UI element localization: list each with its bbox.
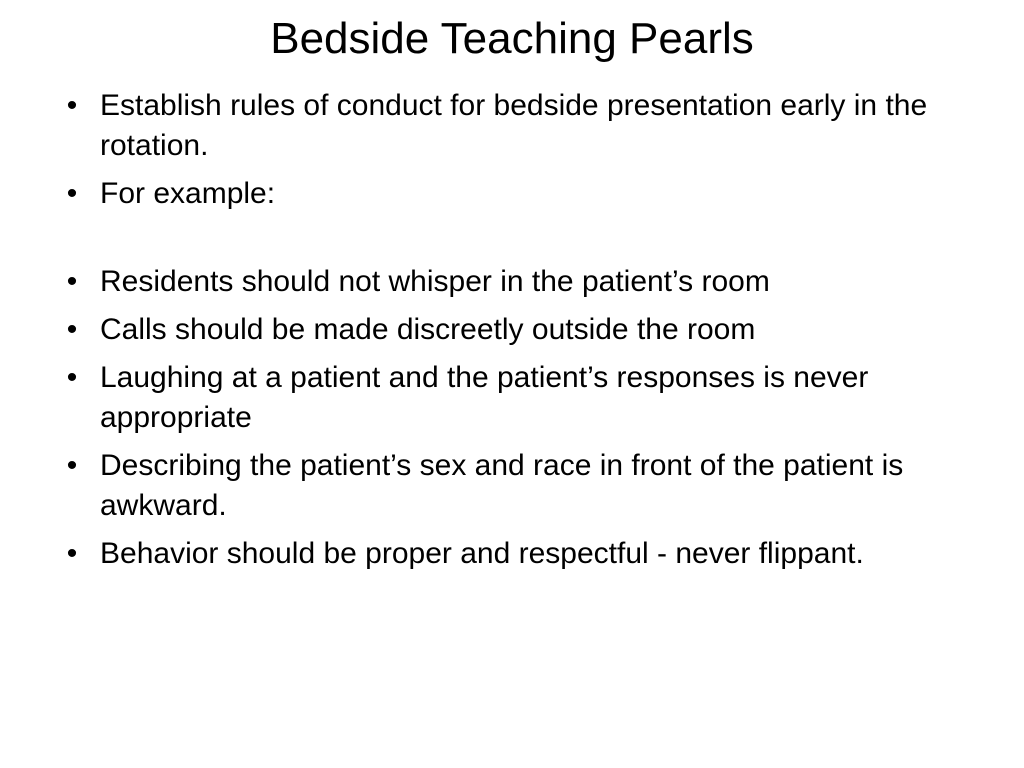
slide-title: Bedside Teaching Pearls xyxy=(270,14,754,63)
bullet-icon: • xyxy=(66,361,78,394)
bullet-text: For example: xyxy=(100,177,276,210)
bullet-text: Laughing at a patient and the patient’s responses is never appropriate xyxy=(100,361,869,434)
bullet-icon: • xyxy=(66,265,78,298)
bullet-icon: • xyxy=(66,313,78,346)
bullet-text: Behavior should be proper and respectful - never flippant. xyxy=(100,537,864,570)
bullet-item-whisper xyxy=(58,262,978,302)
bullet-text: Describing the patient’s sex and race in front of the patient is awkward. xyxy=(100,449,904,522)
bullet-item-describing xyxy=(58,446,978,526)
bullet-list xyxy=(58,86,978,582)
bullet-item-laughing xyxy=(58,358,978,438)
bullet-item-behavior xyxy=(58,534,978,574)
bullet-icon: • xyxy=(66,449,78,482)
bullet-item-calls xyxy=(58,310,978,350)
bullet-text: Calls should be made discreetly outside the room xyxy=(100,313,756,346)
bullet-item-rules xyxy=(58,86,978,166)
bullet-icon: • xyxy=(66,177,78,210)
bullet-text: Residents should not whisper in the patient’s room xyxy=(100,265,770,298)
bullet-icon: • xyxy=(66,537,78,570)
bullet-icon: • xyxy=(66,89,78,122)
bullet-item-example xyxy=(58,174,978,214)
bullet-text: Establish rules of conduct for bedside presentation early in the rotation. xyxy=(100,89,928,162)
